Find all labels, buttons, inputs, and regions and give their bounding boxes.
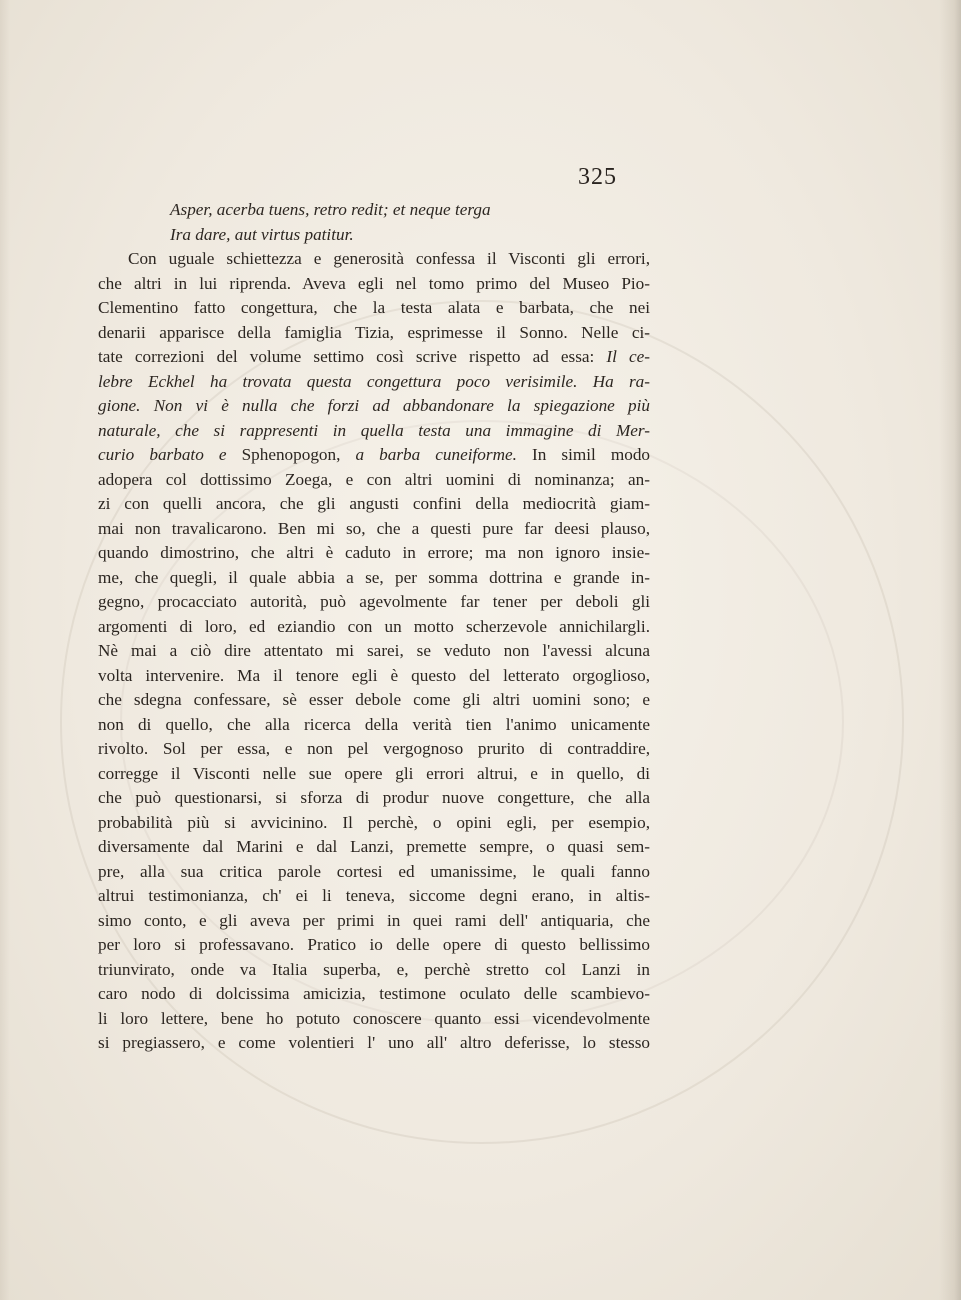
text-segment: In simil modo: [516, 445, 651, 464]
italic-text: naturale, che si rappresenti in quella testa una immagine di Mer-: [98, 420, 650, 440]
text-line: [98, 884, 650, 909]
text-line: [98, 296, 650, 321]
text-segment: che può questionarsi, si sforza di produr nuove congetture, che alla: [98, 788, 650, 807]
text-line: [98, 933, 650, 958]
text-line: [98, 370, 650, 395]
text-segment: caro nodo di dolcissima amicizia, testimone oculato delle scambievo-: [98, 984, 650, 1003]
text-segment: mai non travalicarono. Ben mi so, che a questi pure far deesi plauso,: [98, 518, 650, 538]
text-line: [98, 811, 650, 836]
text-segment: triunvirato, onde va Italia superba, e, perchè stretto col Lanzi in: [98, 959, 650, 979]
text-segment: denarii apparisce della famiglia Tizia, esprimesse il Sonno. Nelle ci-: [98, 322, 650, 342]
text-segment: non di quello, che alla ricerca della verità tien l'animo unicamente: [98, 714, 650, 734]
text-segment: che sdegna confessare, sè esser debole come gli altri uomini sono; e: [98, 690, 650, 709]
text-segment: quando dimostrino, che altri è caduto in errore; ma non ignoro insie-: [98, 543, 650, 562]
text-segment: volta intervenire. Ma il tenore egli è questo del letterato orgoglioso,: [98, 665, 650, 685]
body-paragraph: [98, 247, 650, 1056]
text-line: [98, 664, 650, 689]
text-line: [98, 321, 650, 346]
italic-text: Il ce-: [606, 347, 650, 366]
text-line: [98, 345, 650, 370]
text-line: [98, 688, 650, 713]
text-segment: simo conto, e gli aveva per primi in quei rami dell' antiquaria, che: [98, 910, 650, 930]
text-segment: pre, alla sua critica parole cortesi ed umanissime, le quali fanno: [98, 861, 650, 881]
text-line: [98, 590, 650, 615]
text-line: [98, 860, 650, 885]
text-line: [98, 419, 650, 444]
text-line: [98, 492, 650, 517]
text-segment: argomenti di loro, ed eziandio con un motto scherzevole annichilargli.: [98, 616, 650, 636]
text-line: [98, 615, 650, 640]
text-segment: probabilità più si avvicinino. Il perchè, o opini egli, per esempio,: [98, 812, 650, 832]
text-line: [98, 762, 650, 787]
page-number: 325: [578, 164, 617, 190]
text-line: [98, 737, 650, 762]
text-segment: tate correzioni del volume settimo così scrive rispetto ad essa:: [98, 347, 607, 366]
text-line: [98, 272, 650, 297]
text-line: [98, 835, 650, 860]
text-segment: che altri in lui riprenda. Aveva egli nel tomo primo del Museo Pio-: [98, 273, 650, 293]
italic-text: lebre Eckhel ha trovata questa congettura poco verisimile. Ha ra-: [98, 371, 650, 391]
text-line: [98, 982, 650, 1007]
text-segment: Nè mai a ciò dire attentato mi sarei, se veduto non l'avessi alcuna: [98, 641, 650, 660]
text-segment: per loro si professavano. Pratico io delle opere di questo bellissimo: [98, 935, 650, 954]
text-segment: gegno, procacciato autorità, può agevolmente far tener per deboli gli: [98, 592, 650, 611]
text-segment: Clementino fatto congettura, che la testa alata e barbata, che nei: [98, 298, 650, 317]
text-segment: Con uguale schiettezza e generosità confessa il Visconti gli errori,: [128, 249, 650, 268]
text-segment: Sphenopogon,: [241, 445, 356, 464]
text-line: [98, 639, 650, 664]
text-segment: diversamente dal Marini e dal Lanzi, premette sempre, o quasi sem-: [98, 837, 650, 856]
text-segment: altrui testimonianza, ch' ei li teneva, siccome degni erano, in altis-: [98, 886, 650, 905]
text-segment: rivolto. Sol per essa, e non pel vergognoso prurito di contraddire,: [98, 739, 650, 758]
italic-text: curio barbato e: [98, 445, 242, 464]
text-segment: si pregiassero, e come volentieri l' uno all' altro deferisse, lo stesso: [98, 1033, 650, 1052]
text-segment: zi con quelli ancora, che gli angusti confini della mediocrità giam-: [98, 494, 650, 513]
verse-line: Asper, acerba tuens, retro redit; et neque terga: [170, 200, 491, 219]
text-line: [98, 786, 650, 811]
italic-text: gione. Non vi è nulla che forzi ad abbandonare la spiegazione più: [98, 396, 650, 415]
text-line: [98, 713, 650, 738]
text-segment: adopera col dottissimo Zoega, e con altri uomini di nominanza; an-: [98, 469, 650, 489]
verse-line: Ira dare, aut virtus patitur.: [170, 224, 354, 244]
page-edge-left: [0, 0, 10, 1300]
text-block: [98, 198, 650, 1056]
verse-quotation: [98, 198, 650, 247]
text-segment: corregge il Visconti nelle sue opere gli errori altrui, e in quello, di: [98, 763, 650, 783]
text-line: [98, 394, 650, 419]
text-line: [98, 517, 650, 542]
text-segment: li loro lettere, bene ho potuto conoscere quanto essi vicendevolmente: [98, 1008, 650, 1028]
page-edge-right: [939, 0, 961, 1300]
text-line: [98, 566, 650, 591]
italic-text: a barba cuneiforme.: [355, 445, 517, 464]
text-line: [98, 1007, 650, 1032]
text-line: [98, 468, 650, 493]
text-line: [98, 541, 650, 566]
text-line: [98, 443, 650, 468]
text-line: [98, 958, 650, 983]
text-segment: me, che quegli, il quale abbia a se, per somma dottrina e grande in-: [98, 567, 650, 587]
text-line: [98, 247, 650, 272]
text-line: [98, 1031, 650, 1056]
text-line: [98, 909, 650, 934]
